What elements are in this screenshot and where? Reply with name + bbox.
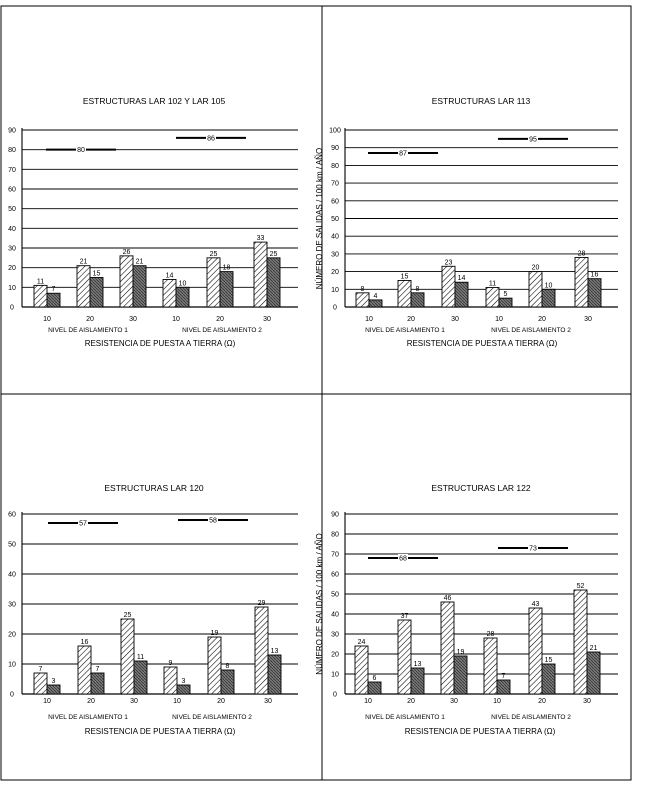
x-tick-label: 30 bbox=[129, 316, 137, 323]
bar-solid bbox=[542, 289, 555, 307]
bar-solid bbox=[133, 266, 146, 307]
y-tick-label: 20 bbox=[8, 265, 16, 273]
y-tick-label: 50 bbox=[331, 216, 339, 223]
y-axis-title: NÚMERO DE SALIDAS / 100 km / AÑO bbox=[315, 533, 324, 675]
bar-hatched bbox=[34, 285, 47, 307]
data-label-hatched: 52 bbox=[576, 583, 585, 590]
x-tick-label: 30 bbox=[584, 316, 592, 323]
data-label-hatched: 29 bbox=[257, 600, 266, 607]
reference-line-label: 58 bbox=[209, 517, 217, 525]
y-tick-label: 50 bbox=[331, 591, 339, 599]
data-label-solid: 8 bbox=[415, 285, 420, 293]
data-label-hatched: 8 bbox=[360, 285, 365, 293]
y-tick-label: 20 bbox=[8, 631, 16, 639]
bar-solid bbox=[497, 680, 510, 694]
bar-solid bbox=[221, 670, 234, 694]
bar-solid bbox=[47, 685, 60, 694]
x-tick-label: 20 bbox=[407, 316, 415, 323]
x-tick-label: 10 bbox=[493, 698, 501, 705]
bar-solid bbox=[369, 300, 382, 307]
data-label-hatched: 28 bbox=[486, 631, 495, 638]
data-label-hatched: 25 bbox=[209, 250, 218, 258]
y-tick-label: 0 bbox=[10, 691, 14, 699]
bar-solid bbox=[134, 661, 147, 694]
bar-solid bbox=[176, 287, 189, 307]
bar-solid bbox=[91, 673, 104, 694]
y-axis-title bbox=[0, 533, 1, 674]
bar-solid bbox=[90, 278, 103, 308]
y-tick-label: 30 bbox=[331, 631, 339, 639]
bar-hatched bbox=[442, 266, 455, 307]
bar-hatched bbox=[254, 242, 267, 307]
x-tick-label: 20 bbox=[538, 316, 546, 323]
y-tick-label: 100 bbox=[329, 127, 341, 135]
data-label-hatched: 7 bbox=[38, 666, 43, 673]
x-tick-label: 30 bbox=[450, 698, 458, 705]
y-tick-label: 0 bbox=[10, 304, 14, 312]
bar-solid bbox=[220, 272, 233, 307]
data-label-hatched: 9 bbox=[168, 660, 173, 667]
y-tick-label: 10 bbox=[331, 286, 339, 294]
x-tick-label: 30 bbox=[263, 316, 271, 323]
data-label-solid: 7 bbox=[95, 666, 100, 673]
y-tick-label: 50 bbox=[8, 206, 16, 214]
x-tick-label: 10 bbox=[172, 316, 180, 323]
bar-solid bbox=[368, 682, 381, 694]
data-label-solid: 4 bbox=[373, 292, 378, 300]
y-tick-label: 70 bbox=[331, 551, 339, 559]
data-label-hatched: 28 bbox=[577, 250, 586, 258]
bar-solid bbox=[455, 282, 468, 307]
x-tick-label: 30 bbox=[264, 698, 272, 705]
data-label-solid: 10 bbox=[178, 280, 187, 288]
y-tick-label: 90 bbox=[331, 145, 339, 153]
bar-solid bbox=[411, 668, 424, 694]
bar-hatched bbox=[255, 607, 268, 694]
x-tick-label: 30 bbox=[130, 698, 138, 705]
data-label-hatched: 21 bbox=[79, 258, 88, 266]
data-label-hatched: 19 bbox=[210, 630, 219, 637]
x-tick-label: 10 bbox=[43, 316, 51, 323]
chart-panel-2 bbox=[315, 96, 618, 348]
chart-title: ESTRUCTURAS LAR 113 bbox=[431, 96, 531, 106]
y-tick-label: 0 bbox=[333, 691, 337, 699]
bar-hatched bbox=[120, 256, 133, 307]
data-label-solid: 16 bbox=[590, 271, 599, 279]
chart-panel-3 bbox=[0, 483, 298, 736]
chart-panel-1 bbox=[0, 96, 298, 348]
bar-hatched bbox=[164, 667, 177, 694]
data-label-hatched: 16 bbox=[80, 639, 89, 646]
data-label-hatched: 11 bbox=[36, 278, 45, 286]
x-axis-title: RESISTENCIA DE PUESTA A TIERRA (Ω) bbox=[84, 727, 236, 736]
data-label-hatched: 26 bbox=[122, 248, 131, 256]
data-label-solid: 5 bbox=[503, 291, 508, 299]
bar-hatched bbox=[356, 293, 369, 307]
bar-solid bbox=[177, 685, 190, 694]
y-tick-label: 40 bbox=[331, 611, 339, 619]
data-label-hatched: 43 bbox=[531, 601, 540, 608]
y-tick-label: 40 bbox=[331, 233, 339, 241]
bar-solid bbox=[267, 258, 280, 307]
y-tick-label: 60 bbox=[331, 198, 339, 206]
x-tick-label: 10 bbox=[365, 316, 373, 323]
data-label-solid: 18 bbox=[222, 264, 231, 272]
y-tick-label: 40 bbox=[8, 571, 16, 579]
y-tick-label: 20 bbox=[331, 269, 339, 277]
bar-hatched bbox=[121, 619, 134, 694]
bar-hatched bbox=[575, 257, 588, 307]
data-label-hatched: 23 bbox=[444, 259, 453, 267]
x-tick-label: 20 bbox=[538, 698, 546, 705]
y-axis-title: NÚMERO DE SALIDAS / 100 km / AÑO bbox=[315, 147, 324, 290]
data-label-solid: 15 bbox=[544, 657, 553, 664]
y-axis-title bbox=[0, 148, 1, 289]
x-tick-label: 20 bbox=[407, 698, 415, 705]
bar-hatched bbox=[486, 288, 499, 307]
data-label-hatched: 20 bbox=[531, 264, 540, 272]
data-label-solid: 19 bbox=[456, 649, 465, 656]
y-tick-label: 10 bbox=[331, 671, 339, 679]
reference-line-label: 73 bbox=[529, 545, 537, 553]
bar-solid bbox=[268, 655, 281, 694]
data-label-solid: 10 bbox=[544, 282, 553, 290]
group-label: NIVEL DE AISLAMIENTO 1 bbox=[365, 714, 445, 721]
x-tick-label: 20 bbox=[217, 698, 225, 705]
x-tick-label: 10 bbox=[364, 698, 372, 705]
reference-line-label: 95 bbox=[529, 136, 537, 144]
y-tick-label: 10 bbox=[8, 284, 16, 292]
data-label-solid: 13 bbox=[413, 661, 422, 668]
data-label-solid: 21 bbox=[589, 645, 598, 652]
data-label-solid: 14 bbox=[457, 275, 466, 283]
bar-hatched bbox=[398, 280, 411, 307]
bar-solid bbox=[542, 664, 555, 694]
x-tick-label: 20 bbox=[216, 316, 224, 323]
y-tick-label: 80 bbox=[331, 531, 339, 539]
x-tick-label: 10 bbox=[495, 316, 503, 323]
bar-hatched bbox=[398, 620, 411, 694]
group-label: NIVEL DE AISLAMIENTO 2 bbox=[491, 327, 571, 334]
y-tick-label: 10 bbox=[8, 661, 16, 669]
x-tick-label: 10 bbox=[173, 698, 181, 705]
data-label-hatched: 14 bbox=[165, 272, 174, 280]
bar-solid bbox=[587, 652, 600, 694]
x-axis-title: RESISTENCIA DE PUESTA A TIERRA (Ω) bbox=[404, 727, 556, 736]
bar-hatched bbox=[529, 608, 542, 694]
bar-hatched bbox=[574, 590, 587, 694]
reference-line-label: 86 bbox=[207, 135, 215, 143]
data-label-solid: 7 bbox=[51, 286, 56, 294]
group-label: NIVEL DE AISLAMIENTO 2 bbox=[172, 714, 252, 721]
chart-panel-4 bbox=[315, 483, 618, 736]
data-label-solid: 3 bbox=[181, 678, 186, 685]
y-tick-label: 90 bbox=[331, 511, 339, 519]
group-label: NIVEL DE AISLAMIENTO 2 bbox=[182, 327, 262, 334]
y-tick-label: 50 bbox=[8, 541, 16, 549]
y-tick-label: 70 bbox=[8, 166, 16, 174]
y-tick-label: 80 bbox=[331, 162, 339, 170]
x-tick-label: 20 bbox=[86, 316, 94, 323]
y-tick-label: 60 bbox=[8, 511, 16, 519]
bar-hatched bbox=[34, 673, 47, 694]
y-tick-label: 80 bbox=[8, 147, 16, 155]
data-label-solid: 3 bbox=[51, 678, 56, 685]
y-tick-label: 30 bbox=[331, 251, 339, 259]
data-label-solid: 11 bbox=[136, 654, 145, 661]
data-label-hatched: 24 bbox=[357, 639, 366, 646]
data-label-hatched: 46 bbox=[443, 595, 452, 602]
y-tick-label: 30 bbox=[8, 601, 16, 609]
bar-hatched bbox=[207, 258, 220, 307]
x-tick-label: 20 bbox=[87, 698, 95, 705]
data-label-hatched: 25 bbox=[123, 612, 132, 619]
y-tick-label: 90 bbox=[8, 127, 16, 135]
bar-solid bbox=[454, 656, 467, 694]
y-tick-label: 0 bbox=[333, 304, 337, 312]
data-label-solid: 7 bbox=[501, 673, 506, 680]
group-label: NIVEL DE AISLAMIENTO 2 bbox=[491, 714, 571, 721]
data-label-hatched: 11 bbox=[488, 280, 497, 288]
data-label-solid: 6 bbox=[372, 675, 377, 682]
bar-solid bbox=[411, 293, 424, 307]
data-label-solid: 13 bbox=[270, 648, 279, 655]
bar-solid bbox=[47, 293, 60, 307]
group-label: NIVEL DE AISLAMIENTO 1 bbox=[48, 327, 128, 334]
y-tick-label: 60 bbox=[331, 571, 339, 579]
reference-line-label: 80 bbox=[77, 147, 85, 155]
data-label-hatched: 15 bbox=[400, 273, 409, 281]
y-tick-label: 40 bbox=[8, 225, 16, 233]
group-label: NIVEL DE AISLAMIENTO 1 bbox=[365, 327, 445, 334]
y-tick-label: 70 bbox=[331, 180, 339, 188]
chart-title: ESTRUCTURAS LAR 122 bbox=[431, 483, 531, 493]
data-label-hatched: 37 bbox=[400, 613, 409, 620]
bar-hatched bbox=[208, 637, 221, 694]
bar-solid bbox=[588, 279, 601, 307]
y-tick-label: 60 bbox=[8, 186, 16, 194]
y-tick-label: 30 bbox=[8, 245, 16, 253]
bar-solid bbox=[499, 298, 512, 307]
data-label-solid: 8 bbox=[225, 663, 230, 670]
bar-hatched bbox=[441, 602, 454, 694]
bar-hatched bbox=[78, 646, 91, 694]
data-label-solid: 15 bbox=[92, 270, 101, 278]
bar-hatched bbox=[163, 279, 176, 307]
y-tick-label: 20 bbox=[331, 651, 339, 659]
x-tick-label: 10 bbox=[43, 698, 51, 705]
x-axis-title: RESISTENCIA DE PUESTA A TIERRA (Ω) bbox=[84, 339, 236, 348]
chart-title: ESTRUCTURAS LAR 120 bbox=[104, 483, 204, 493]
data-label-solid: 21 bbox=[135, 258, 144, 266]
bar-hatched bbox=[484, 638, 497, 694]
x-tick-label: 30 bbox=[451, 316, 459, 323]
reference-line-label: 87 bbox=[399, 150, 407, 158]
reference-line-label: 68 bbox=[399, 555, 407, 563]
x-axis-title: RESISTENCIA DE PUESTA A TIERRA (Ω) bbox=[406, 339, 558, 348]
bar-hatched bbox=[355, 646, 368, 694]
chart-title: ESTRUCTURAS LAR 102 Y LAR 105 bbox=[82, 96, 226, 106]
x-tick-label: 30 bbox=[583, 698, 591, 705]
data-label-hatched: 33 bbox=[256, 235, 265, 243]
bar-hatched bbox=[529, 272, 542, 307]
group-label: NIVEL DE AISLAMIENTO 1 bbox=[48, 714, 128, 721]
data-label-solid: 25 bbox=[269, 250, 278, 258]
bar-hatched bbox=[77, 266, 90, 307]
reference-line-label: 57 bbox=[79, 520, 87, 528]
